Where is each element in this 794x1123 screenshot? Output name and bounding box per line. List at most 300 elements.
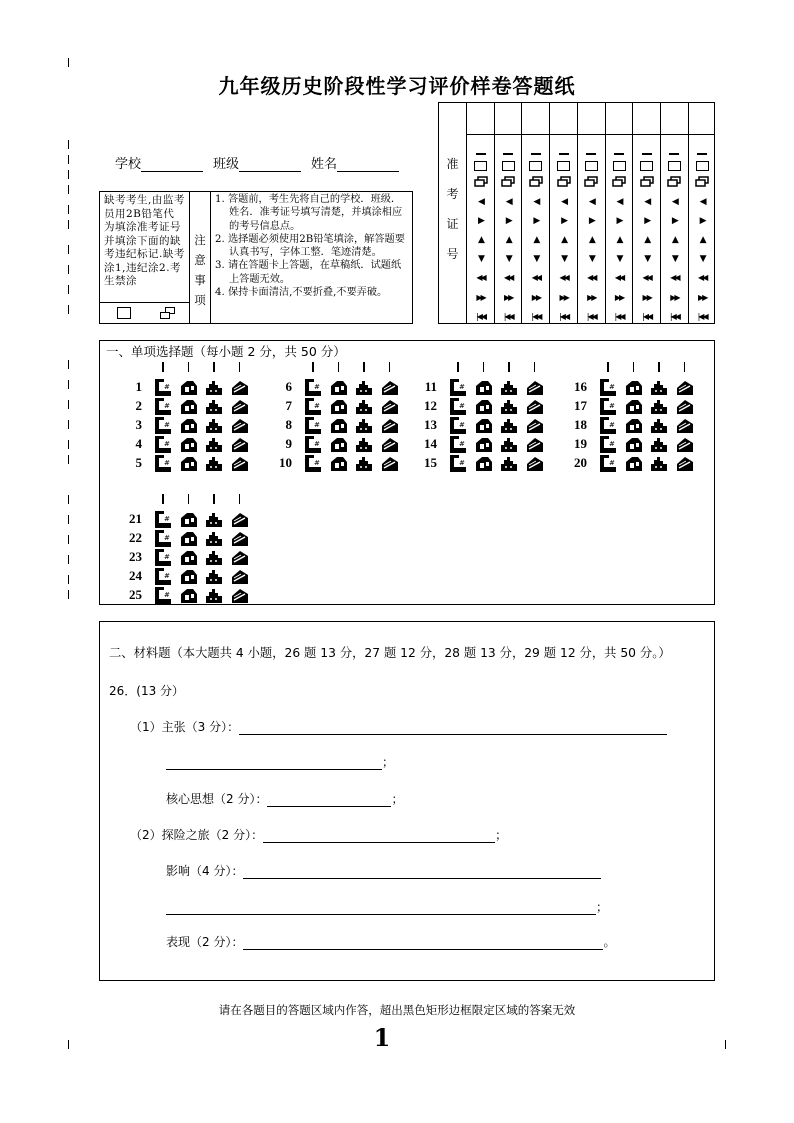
ticket-bubble-triangle-left-icon[interactable]: ◀: [505, 197, 511, 207]
question-number: 7: [285, 398, 292, 413]
question-number: 13: [424, 417, 437, 432]
option-a-icon[interactable]: [599, 436, 617, 453]
ticket-digit-column: [521, 103, 549, 323]
margin-tick: [68, 155, 69, 164]
ticket-bubble-triangle-up-icon[interactable]: ▲: [588, 235, 594, 245]
name-field[interactable]: 姓名: [311, 153, 399, 172]
ticket-bubble-triangle-down-icon[interactable]: ▼: [588, 254, 594, 264]
ticket-bubble-minus-icon[interactable]: [578, 148, 605, 160]
question-number: 19: [574, 436, 587, 451]
option-a-icon[interactable]: [599, 455, 617, 472]
ticket-bubble-triangle-left-icon[interactable]: ◀: [616, 197, 622, 207]
ticket-digit-column: [605, 103, 633, 323]
option-b-icon[interactable]: [625, 455, 643, 472]
ticket-bubble-double-right-icon[interactable]: ▶▶: [504, 293, 513, 302]
question-number: 9: [285, 436, 292, 451]
option-d-icon[interactable]: [231, 379, 249, 396]
option-b-icon[interactable]: [330, 455, 348, 472]
margin-tick: [68, 58, 69, 67]
option-column-tick: [213, 494, 215, 504]
option-c-icon[interactable]: [500, 436, 518, 453]
option-d-icon[interactable]: [526, 455, 544, 472]
svg-text:#: #: [164, 440, 170, 448]
ticket-bubble-triangle-down-icon[interactable]: ▼: [478, 254, 483, 264]
option-c-icon[interactable]: [500, 417, 518, 434]
option-d-icon[interactable]: [231, 568, 249, 585]
option-c-icon[interactable]: [650, 455, 668, 472]
ticket-bubble-triangle-left-icon[interactable]: ◀: [644, 197, 650, 207]
ticket-bubble-square-icon[interactable]: [633, 160, 660, 172]
question-number: 2: [135, 398, 142, 413]
ticket-bubble-triangle-up-icon[interactable]: ▲: [616, 235, 622, 245]
question-number: 23: [129, 549, 142, 564]
option-d-icon[interactable]: [526, 379, 544, 396]
absent-mark-box[interactable]: [117, 307, 131, 319]
option-column-tick: [312, 362, 314, 372]
ticket-bubble-minus-icon[interactable]: [550, 148, 577, 160]
option-d-icon[interactable]: [381, 417, 399, 434]
option-b-icon[interactable]: [180, 530, 198, 547]
ticket-bubble-triangle-down-icon[interactable]: ▼: [505, 254, 511, 264]
option-column-tick: [633, 362, 635, 372]
option-a-icon[interactable]: [154, 568, 172, 585]
margin-tick: [68, 535, 69, 544]
option-a-icon[interactable]: [304, 417, 322, 434]
option-a-icon[interactable]: [599, 417, 617, 434]
option-a-icon[interactable]: [599, 398, 617, 415]
option-a-icon[interactable]: [304, 398, 322, 415]
ticket-bubble-square-icon[interactable]: [522, 160, 549, 172]
ticket-bubble-skip-left-icon[interactable]: |◀◀: [531, 312, 541, 321]
ticket-bubble-square-icon[interactable]: [550, 160, 577, 172]
option-c-icon[interactable]: [500, 379, 518, 396]
ticket-bubble-double-square-icon[interactable]: [522, 176, 549, 191]
option-d-icon[interactable]: [231, 511, 249, 528]
svg-text:#: #: [314, 459, 320, 467]
ticket-number-grid: [438, 102, 715, 324]
option-c-icon[interactable]: [650, 379, 668, 396]
svg-text:#: #: [164, 591, 170, 599]
option-b-icon[interactable]: [625, 417, 643, 434]
answer-perf-line[interactable]: [243, 936, 603, 950]
question-number: 14: [424, 436, 437, 451]
ticket-digit-column: [688, 103, 716, 323]
option-a-icon[interactable]: [154, 455, 172, 472]
option-a-icon[interactable]: [449, 417, 467, 434]
option-b-icon[interactable]: [180, 398, 198, 415]
footer-note: 请在各题目的答题区域内作答，超出黑色矩形边框限定区域的答案无效: [218, 1003, 576, 1017]
ticket-bubble-triangle-left-icon[interactable]: ◀: [561, 197, 567, 207]
svg-text:#: #: [314, 421, 320, 429]
option-a-icon[interactable]: [154, 530, 172, 547]
answer-impact-cont: ；: [166, 898, 608, 915]
question-number: 1: [135, 379, 142, 394]
ticket-bubble-triangle-up-icon[interactable]: ▲: [561, 235, 567, 245]
option-b-icon[interactable]: [475, 398, 493, 415]
option-column-tick: [188, 494, 190, 504]
ticket-bubble-double-left-icon[interactable]: ◀◀: [614, 273, 624, 282]
option-c-icon[interactable]: [205, 587, 223, 604]
ticket-bubble-triangle-left-icon[interactable]: ◀: [478, 197, 483, 207]
ticket-bubble-square-icon[interactable]: [578, 160, 605, 172]
ticket-bubble-double-square-icon[interactable]: [495, 176, 522, 191]
ticket-bubble-triangle-right-icon[interactable]: ▶: [533, 216, 539, 226]
option-column-tick: [338, 362, 340, 372]
option-c-icon[interactable]: [355, 379, 373, 396]
ticket-bubble-triangle-up-icon[interactable]: ▲: [671, 235, 677, 245]
option-d-icon[interactable]: [231, 549, 249, 566]
svg-text:#: #: [164, 421, 170, 429]
ticket-bubble-square-icon[interactable]: [689, 160, 716, 172]
ticket-bubble-double-square-icon[interactable]: [578, 176, 605, 191]
ticket-bubble-triangle-right-icon[interactable]: ▶: [505, 216, 511, 226]
option-column-tick: [607, 362, 609, 372]
option-b-icon[interactable]: [625, 379, 643, 396]
option-d-icon[interactable]: [231, 417, 249, 434]
option-c-icon[interactable]: [650, 436, 668, 453]
ticket-bubble-triangle-down-icon[interactable]: ▼: [699, 254, 705, 264]
school-field[interactable]: 学校: [115, 153, 203, 172]
ticket-bubble-minus-icon[interactable]: [633, 148, 660, 160]
margin-tick: [68, 360, 69, 369]
option-a-icon[interactable]: [154, 587, 172, 604]
option-c-icon[interactable]: [205, 417, 223, 434]
ticket-bubble-skip-left-icon[interactable]: |◀◀: [559, 312, 569, 321]
ticket-bubble-triangle-left-icon[interactable]: ◀: [671, 197, 677, 207]
option-d-icon[interactable]: [381, 398, 399, 415]
option-c-icon[interactable]: [205, 455, 223, 472]
option-a-icon[interactable]: [449, 436, 467, 453]
option-b-icon[interactable]: [180, 511, 198, 528]
ticket-bubble-square-icon[interactable]: [495, 160, 522, 172]
ticket-bubble-double-right-icon[interactable]: ▶▶: [697, 293, 707, 302]
question-number: 24: [129, 568, 142, 583]
ticket-bubble-double-right-icon[interactable]: ▶▶: [670, 293, 679, 302]
option-a-icon[interactable]: [449, 398, 467, 415]
absent-instruction: 缺考考生,由监考员用2B铅笔代为填涂准考证号并填涂下面的缺考违纪标记.缺考涂1,违纪涂2.考生禁涂: [100, 192, 190, 302]
option-column-tick: [684, 362, 686, 372]
ticket-bubble-minus-icon[interactable]: [495, 148, 522, 160]
margin-tick: [68, 555, 69, 564]
option-column-tick: [658, 362, 660, 372]
answer-impact-line[interactable]: [243, 865, 601, 879]
ticket-bubble-triangle-down-icon[interactable]: ▼: [616, 254, 622, 264]
answer-p2: （2）探险之旅（2 分）： ；: [130, 828, 508, 842]
ticket-bubble-double-left-icon[interactable]: ◀◀: [697, 273, 707, 282]
ticket-bubble-minus-icon[interactable]: [467, 148, 494, 160]
ticket-bubble-double-right-icon[interactable]: ▶▶: [614, 293, 624, 302]
ticket-bubble-triangle-right-icon[interactable]: ▶: [699, 216, 705, 226]
option-b-icon[interactable]: [625, 436, 643, 453]
option-d-icon[interactable]: [676, 379, 694, 396]
option-c-icon[interactable]: [650, 417, 668, 434]
question-26-label: 26．(13 分）: [109, 684, 185, 698]
ticket-digit-column: [577, 103, 605, 323]
option-d-icon[interactable]: [381, 379, 399, 396]
ticket-bubble-triangle-down-icon[interactable]: ▼: [561, 254, 567, 264]
answer-core-line[interactable]: [267, 793, 391, 807]
svg-text:#: #: [314, 440, 320, 448]
question-number: 6: [285, 379, 292, 394]
answer-p1-line[interactable]: [239, 721, 667, 735]
ticket-bubble-triangle-left-icon[interactable]: ◀: [588, 197, 594, 207]
option-d-icon[interactable]: [526, 398, 544, 415]
option-a-icon[interactable]: [154, 511, 172, 528]
ticket-bubble-skip-left-icon[interactable]: |◀◀: [642, 312, 652, 321]
option-a-icon[interactable]: [599, 379, 617, 396]
ticket-bubble-square-icon[interactable]: [661, 160, 688, 172]
ticket-bubble-double-square-icon[interactable]: [633, 176, 660, 191]
ticket-bubble-double-right-icon[interactable]: ▶▶: [559, 293, 568, 302]
option-c-icon[interactable]: [205, 379, 223, 396]
margin-tick: [68, 285, 69, 294]
question-number: 21: [129, 511, 142, 526]
ticket-bubble-minus-icon[interactable]: [689, 148, 716, 160]
ticket-bubble-double-left-icon[interactable]: ◀◀: [670, 273, 679, 282]
svg-text:#: #: [164, 515, 170, 523]
ticket-digit-column: [632, 103, 660, 323]
answer-perf: 表现（2 分）： 。: [166, 935, 616, 949]
ticket-digit-column: [660, 103, 688, 323]
option-c-icon[interactable]: [355, 455, 373, 472]
answer-impact: 影响（4 分）：: [166, 862, 601, 879]
option-b-icon[interactable]: [180, 587, 198, 604]
svg-text:#: #: [314, 383, 320, 391]
ticket-bubble-double-left-icon[interactable]: ◀◀: [504, 273, 513, 282]
ticket-bubble-double-square-icon[interactable]: [689, 176, 716, 191]
ticket-bubble-skip-left-icon[interactable]: |◀◀: [503, 312, 513, 321]
option-a-icon[interactable]: [304, 379, 322, 396]
option-a-icon[interactable]: [154, 417, 172, 434]
option-column-tick: [508, 362, 510, 372]
answer-p1-cont: ；: [166, 753, 394, 770]
ticket-label: 准 考 证 号: [446, 157, 459, 261]
ticket-bubble-triangle-right-icon[interactable]: ▶: [478, 216, 483, 226]
svg-text:#: #: [459, 440, 465, 448]
option-a-icon[interactable]: [154, 549, 172, 566]
ticket-bubble-double-right-icon[interactable]: ▶▶: [531, 293, 541, 302]
ticket-bubble-minus-icon[interactable]: [522, 148, 549, 160]
margin-tick: [68, 575, 69, 584]
ticket-bubble-triangle-up-icon[interactable]: ▲: [505, 235, 511, 245]
notice-item: 3. 请在答题卡上答题，在草稿纸．试题纸上答题无效。: [215, 260, 402, 285]
violation-mark-box[interactable]: [160, 307, 176, 320]
ticket-bubble-square-icon[interactable]: [467, 160, 494, 172]
question-number: 18: [574, 417, 587, 432]
ticket-bubble-triangle-right-icon[interactable]: ▶: [561, 216, 567, 226]
option-c-icon[interactable]: [205, 549, 223, 566]
svg-text:#: #: [164, 553, 170, 561]
option-column-tick: [534, 362, 536, 372]
notice-list: [211, 192, 413, 300]
ticket-bubble-double-right-icon[interactable]: ▶▶: [476, 293, 485, 302]
svg-text:#: #: [609, 440, 615, 448]
option-c-icon[interactable]: [500, 455, 518, 472]
option-c-icon[interactable]: [205, 568, 223, 585]
ticket-bubble-skip-left-icon[interactable]: |◀◀: [697, 312, 707, 321]
option-column-tick: [188, 362, 190, 372]
ticket-bubble-triangle-right-icon[interactable]: ▶: [588, 216, 594, 226]
answer-core: 核心思想（2 分）： ；: [166, 792, 404, 806]
option-b-icon[interactable]: [180, 379, 198, 396]
margin-tick: [68, 185, 69, 194]
question-number: 15: [424, 455, 437, 470]
option-b-icon[interactable]: [330, 379, 348, 396]
ticket-bubble-triangle-up-icon[interactable]: ▲: [533, 235, 539, 245]
section-1-title: 一、单项选择题（每小题 2 分，共 50 分）: [106, 344, 346, 359]
option-b-icon[interactable]: [180, 455, 198, 472]
option-d-icon[interactable]: [526, 436, 544, 453]
notice-heading: 注意事项: [190, 192, 211, 323]
option-d-icon[interactable]: [231, 455, 249, 472]
ticket-bubble-triangle-up-icon[interactable]: ▲: [699, 235, 705, 245]
option-a-icon[interactable]: [449, 379, 467, 396]
margin-tick: [68, 380, 69, 389]
option-b-icon[interactable]: [330, 417, 348, 434]
option-a-icon[interactable]: [449, 455, 467, 472]
option-column-tick: [213, 362, 215, 372]
option-d-icon[interactable]: [381, 455, 399, 472]
notice-box: [99, 191, 413, 324]
notice-item: 4. 保持卡面清洁,不要折叠,不要弄破。: [215, 287, 388, 299]
answer-p2-line[interactable]: [263, 829, 495, 843]
page-title: 九年级历史阶段性学习评价样卷答题纸: [218, 74, 576, 98]
option-column-tick: [389, 362, 391, 372]
option-d-icon[interactable]: [231, 436, 249, 453]
option-d-icon[interactable]: [676, 417, 694, 434]
ticket-bubble-skip-left-icon[interactable]: |◀◀: [586, 312, 596, 321]
option-column-tick: [162, 362, 164, 372]
option-b-icon[interactable]: [180, 549, 198, 566]
ticket-bubble-triangle-up-icon[interactable]: ▲: [478, 235, 483, 245]
ticket-bubble-triangle-up-icon[interactable]: ▲: [644, 235, 650, 245]
ticket-bubble-triangle-left-icon[interactable]: ◀: [699, 197, 705, 207]
ticket-bubble-skip-left-icon[interactable]: |◀◀: [669, 312, 679, 321]
svg-text:#: #: [609, 402, 615, 410]
option-d-icon[interactable]: [231, 587, 249, 604]
question-number: 22: [129, 530, 142, 545]
option-b-icon[interactable]: [475, 379, 493, 396]
option-column-tick: [363, 362, 365, 372]
question-number: 11: [424, 379, 437, 394]
option-d-icon[interactable]: [231, 530, 249, 547]
option-c-icon[interactable]: [500, 398, 518, 415]
ticket-bubble-double-square-icon[interactable]: [606, 176, 633, 191]
option-d-icon[interactable]: [381, 436, 399, 453]
question-number: 16: [574, 379, 587, 394]
option-c-icon[interactable]: [355, 398, 373, 415]
option-b-icon[interactable]: [180, 436, 198, 453]
ticket-bubble-double-left-icon[interactable]: ◀◀: [642, 273, 651, 282]
option-d-icon[interactable]: [676, 436, 694, 453]
ticket-bubble-minus-icon[interactable]: [661, 148, 688, 160]
svg-text:#: #: [459, 459, 465, 467]
student-info: [115, 153, 399, 172]
option-a-icon[interactable]: [154, 379, 172, 396]
margin-tick: [68, 515, 69, 524]
ticket-bubble-skip-left-icon[interactable]: |◀◀: [614, 312, 624, 321]
option-a-icon[interactable]: [154, 436, 172, 453]
svg-text:#: #: [609, 459, 615, 467]
option-a-icon[interactable]: [154, 398, 172, 415]
ticket-bubble-minus-icon[interactable]: [606, 148, 633, 160]
ticket-bubble-triangle-down-icon[interactable]: ▼: [671, 254, 677, 264]
svg-text:#: #: [609, 383, 615, 391]
ticket-bubble-triangle-right-icon[interactable]: ▶: [644, 216, 650, 226]
option-b-icon[interactable]: [475, 417, 493, 434]
option-b-icon[interactable]: [625, 398, 643, 415]
svg-text:#: #: [609, 421, 615, 429]
class-field[interactable]: 班级: [213, 153, 301, 172]
option-d-icon[interactable]: [676, 455, 694, 472]
margin-tick: [68, 205, 69, 214]
option-b-icon[interactable]: [180, 417, 198, 434]
option-b-icon[interactable]: [475, 455, 493, 472]
option-column-tick: [457, 362, 459, 372]
ticket-bubble-triangle-left-icon[interactable]: ◀: [533, 197, 539, 207]
option-b-icon[interactable]: [180, 568, 198, 585]
option-b-icon[interactable]: [330, 436, 348, 453]
option-c-icon[interactable]: [205, 511, 223, 528]
question-number: 5: [135, 455, 142, 470]
option-column-tick: [483, 362, 485, 372]
option-c-icon[interactable]: [355, 417, 373, 434]
option-c-icon[interactable]: [355, 436, 373, 453]
question-number: 17: [574, 398, 587, 413]
ticket-bubble-double-left-icon[interactable]: ◀◀: [531, 273, 541, 282]
option-d-icon[interactable]: [676, 398, 694, 415]
option-c-icon[interactable]: [205, 398, 223, 415]
option-b-icon[interactable]: [330, 398, 348, 415]
svg-text:#: #: [164, 534, 170, 542]
option-c-icon[interactable]: [205, 530, 223, 547]
ticket-bubble-double-left-icon[interactable]: ◀◀: [476, 273, 485, 282]
ticket-bubble-double-left-icon[interactable]: ◀◀: [559, 273, 568, 282]
ticket-bubble-double-left-icon[interactable]: ◀◀: [587, 273, 596, 282]
option-c-icon[interactable]: [205, 436, 223, 453]
question-number: 4: [135, 436, 142, 451]
margin-tick: [68, 170, 69, 179]
answer-impact-line-2[interactable]: [166, 901, 596, 915]
ticket-bubble-double-right-icon[interactable]: ▶▶: [587, 293, 596, 302]
option-d-icon[interactable]: [526, 417, 544, 434]
answer-p1-line-2[interactable]: [166, 756, 382, 770]
ticket-bubble-triangle-down-icon[interactable]: ▼: [644, 254, 650, 264]
option-a-icon[interactable]: [304, 436, 322, 453]
option-b-icon[interactable]: [475, 436, 493, 453]
option-c-icon[interactable]: [650, 398, 668, 415]
ticket-bubble-square-icon[interactable]: [606, 160, 633, 172]
ticket-bubble-triangle-right-icon[interactable]: ▶: [616, 216, 622, 226]
option-a-icon[interactable]: [304, 455, 322, 472]
question-number: 20: [574, 455, 587, 470]
ticket-digit-column: [549, 103, 577, 323]
ticket-bubble-double-square-icon[interactable]: [550, 176, 577, 191]
ticket-bubble-double-right-icon[interactable]: ▶▶: [642, 293, 651, 302]
margin-tick: [68, 220, 69, 229]
option-d-icon[interactable]: [231, 398, 249, 415]
notice-item: 1. 答题前，考生先将自己的学校．班级．姓名．准考证号填写清楚，并填涂相应的考号信息点。: [215, 194, 403, 232]
svg-text:#: #: [459, 383, 465, 391]
option-column-tick: [239, 494, 241, 504]
question-number: 25: [129, 587, 142, 602]
ticket-bubble-skip-left-icon[interactable]: |◀◀: [476, 312, 485, 321]
ticket-bubble-triangle-right-icon[interactable]: ▶: [671, 216, 677, 226]
ticket-bubble-double-square-icon[interactable]: [467, 176, 494, 191]
margin-tick: [68, 420, 69, 429]
ticket-bubble-triangle-down-icon[interactable]: ▼: [533, 254, 539, 264]
ticket-bubble-double-square-icon[interactable]: [661, 176, 688, 191]
